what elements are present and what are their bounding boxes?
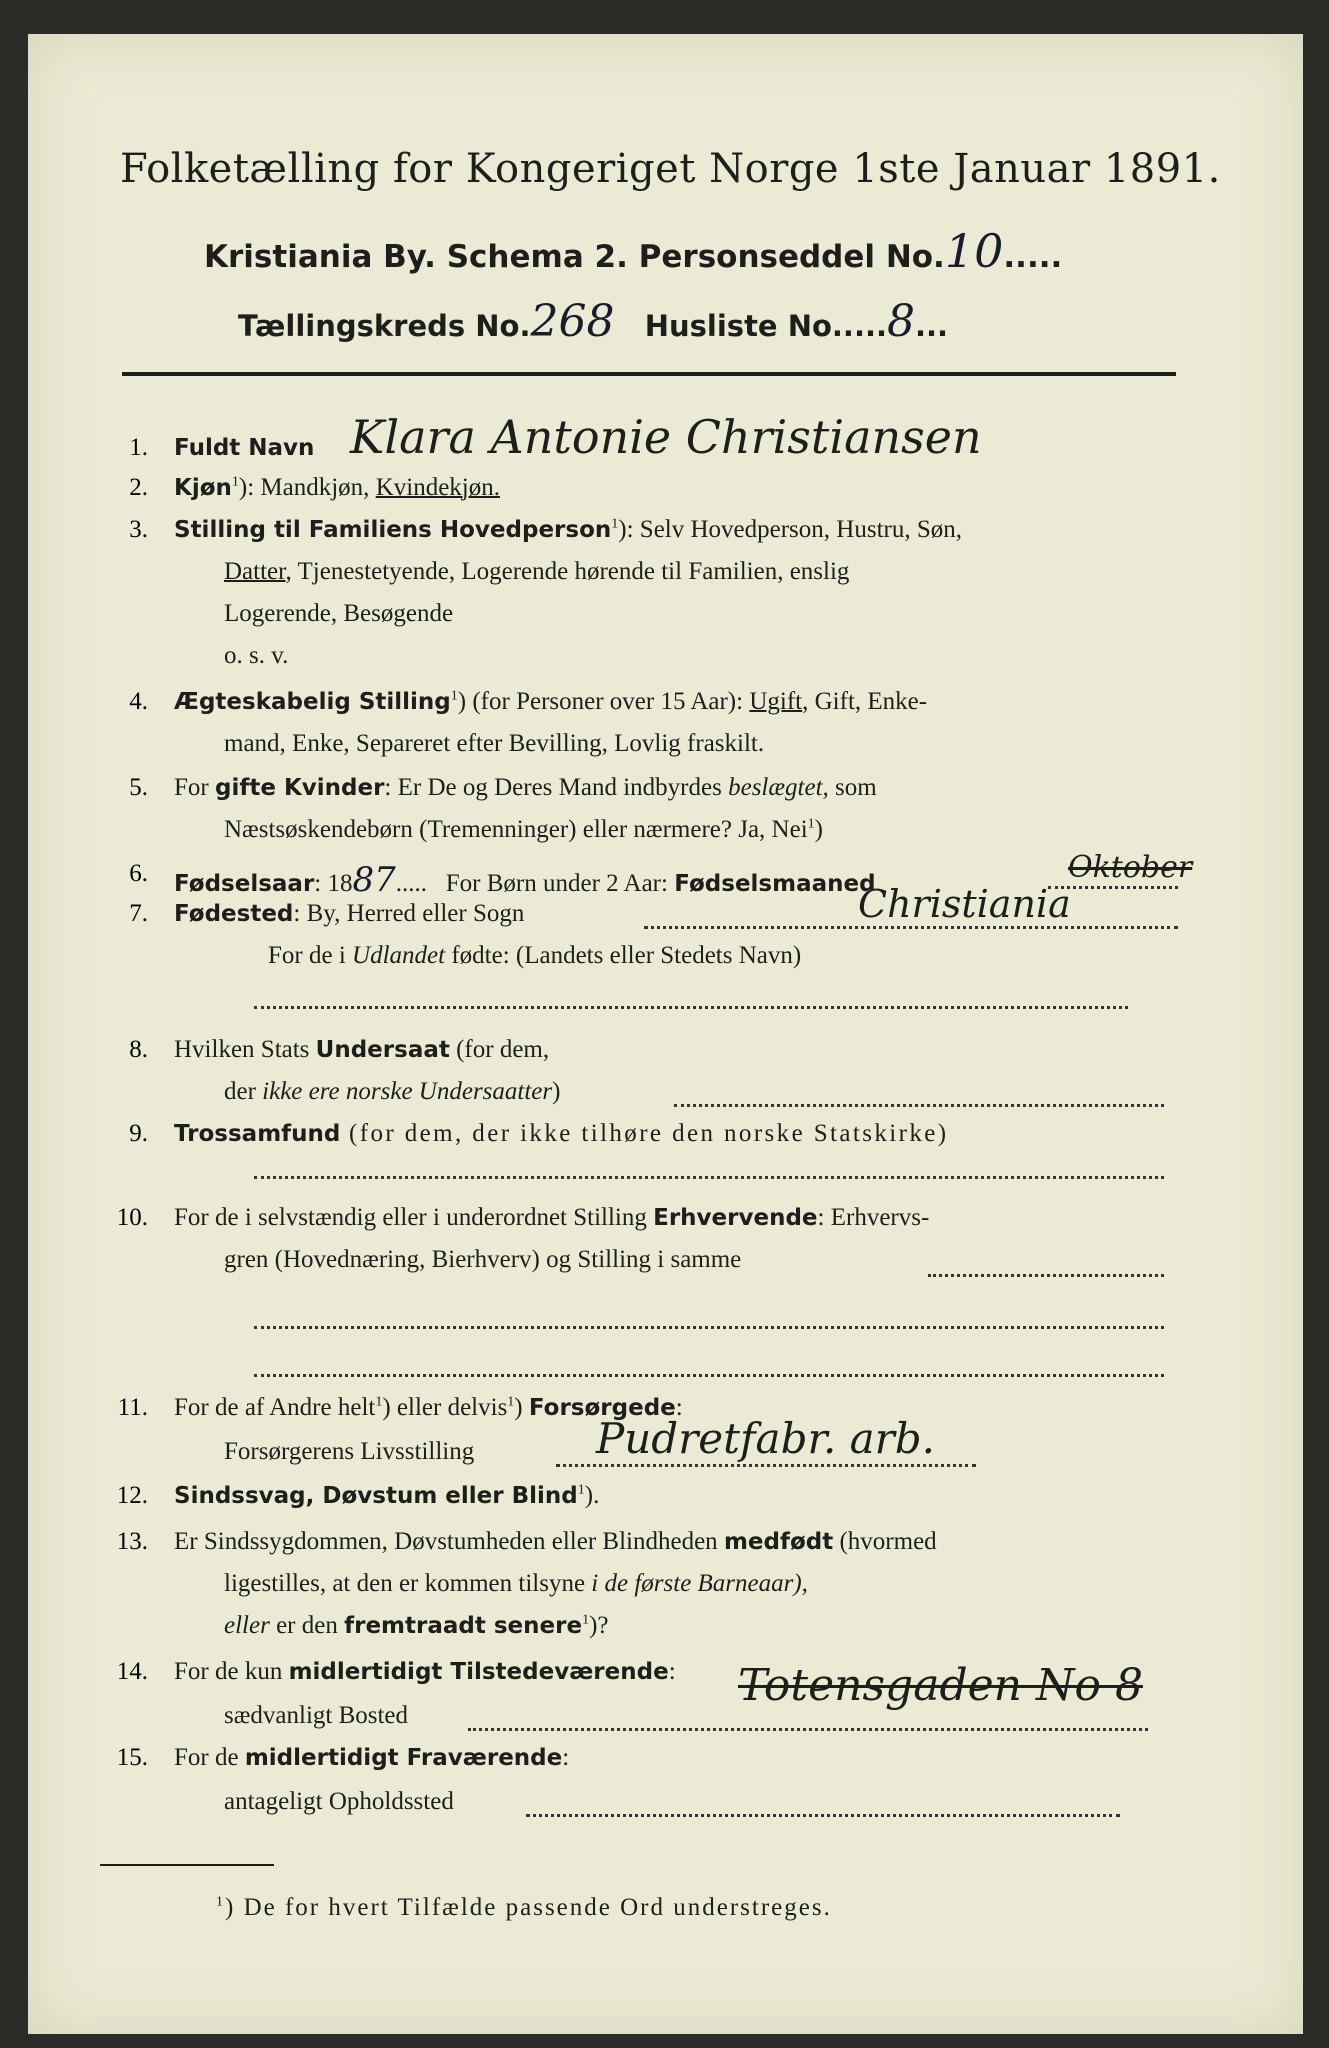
birth-year-value: 87 (352, 860, 396, 900)
sex-female-underlined: Kvindekjøn. (375, 474, 500, 501)
marital-text: ) (for Personer over 15 Aar): (457, 688, 750, 715)
field-5-line-1 (174, 774, 877, 802)
field-9-number: 9. (129, 1120, 148, 1147)
footnote-mark: 1 (582, 1612, 590, 1628)
field-13-line-3 (224, 1612, 609, 1640)
footnote-mark: 1 (611, 516, 619, 532)
field-10-line-1 (174, 1204, 929, 1232)
position-datter-underlined: Datter (224, 558, 286, 585)
subject-label: Undersaat (315, 1037, 450, 1063)
field-7-number: 7. (129, 900, 148, 927)
married-women-label: gifte Kvinder (214, 775, 385, 801)
field-11-number: 11. (117, 1394, 148, 1421)
field-7-line-2 (268, 942, 801, 970)
field-8-line-1 (174, 1036, 549, 1064)
supporter-dots (556, 1464, 976, 1467)
occupation-dots-3 (254, 1374, 1164, 1377)
congenital-label: medfødt (723, 1529, 834, 1555)
field-3-line-1 (174, 516, 962, 544)
usual-residence-value (738, 1660, 1143, 1711)
field-3-line-2 (224, 558, 849, 586)
text: Næstsøskendebørn (Tremenninger) eller nærmere? Ja, Nei (224, 816, 808, 843)
footnote-mark: 1 (807, 816, 815, 832)
full-name-label: Fuldt Navn (174, 435, 315, 461)
field-10-number: 10. (116, 1204, 148, 1231)
form-title: Folketælling for Kongeriget Norge 1ste Januar 1891. (120, 146, 1221, 192)
footnote-mark: 1 (577, 1482, 585, 1498)
dots: ... (915, 309, 949, 343)
birth-month-label: Fødselsmaaned (674, 871, 876, 897)
abroad-dots (254, 1006, 1128, 1009)
text: : 18 (314, 870, 353, 897)
text: ) (514, 1394, 529, 1421)
position-options-1: ): Selv Hovedperson, Hustru, Søn, (618, 516, 962, 543)
form-line-2 (204, 224, 1062, 278)
field-13-line-1 (174, 1528, 937, 1556)
text: For de i (268, 942, 353, 969)
footnote-rule (100, 1864, 274, 1866)
not-norwegian-italic: ikke ere norske Undersaatter (262, 1078, 553, 1105)
footnote-mark: 1 (216, 1894, 225, 1910)
dots: .... (842, 309, 887, 343)
field-1-label (174, 434, 314, 462)
field-4-line-2: mand, Enke, Separeret efter Bevilling, Lovlig fraskilt. (224, 730, 765, 757)
text: )? (589, 1612, 609, 1639)
text: ) (814, 816, 823, 843)
text: : (562, 1744, 570, 1771)
birthplace-label: Fødested (174, 901, 294, 927)
text: (for dem, (449, 1036, 550, 1063)
schema-label: Kristiania By. Schema 2. Personseddel No. (204, 239, 945, 275)
field-5-line-2 (224, 816, 823, 844)
usual-residence-text: Totensgaden No 8 (738, 1660, 1143, 1711)
residence-dots (468, 1728, 1148, 1731)
related-italic: beslægtet, (728, 774, 829, 801)
field-2-number: 2. (129, 474, 148, 501)
supporter-occupation-value: Pudretfabr. arb. (596, 1414, 935, 1463)
footnote-mark: 1 (375, 1394, 383, 1410)
text: : Er De og Deres Mand indbyrdes (384, 774, 729, 801)
marital-label: Ægteskabelig Stilling (174, 689, 451, 715)
occupation-dots-1 (928, 1274, 1164, 1277)
footnote-mark: 1 (507, 1394, 515, 1410)
text: : Erhvervs- (817, 1204, 930, 1231)
full-name-value: Klara Antonie Christiansen (350, 410, 982, 464)
text: ligestilles, at den er kommen tilsyne (224, 1570, 592, 1597)
text: For de (174, 1744, 245, 1771)
position-label: Stilling til Familiens Hovedperson (174, 517, 612, 543)
personseddel-number: 10 (944, 224, 1004, 278)
footnote (216, 1894, 832, 1922)
field-6-number: 6. (129, 860, 148, 887)
field-15-line-1 (174, 1744, 569, 1772)
text: fødte: (Landets eller Stedets Navn) (445, 942, 802, 969)
footnote-text: ) De for hvert Tilfælde passende Ord understreges. (225, 1894, 832, 1921)
field-3-number: 3. (129, 516, 148, 543)
husliste-label: Husliste No. (644, 309, 843, 343)
eller-italic: eller (224, 1612, 270, 1639)
text: (for dem, der ikke tilhøre den norske Statskirke) (340, 1120, 949, 1147)
text: Hvilken Stats (174, 1036, 316, 1063)
abroad-italic: Udlandet (352, 942, 446, 969)
occupation-dots-2 (254, 1326, 1164, 1329)
field-15-number: 15. (116, 1744, 148, 1771)
header-rule (122, 372, 1176, 376)
text: der (224, 1078, 263, 1105)
whereabouts-dots (526, 1814, 1120, 1817)
taellingskreds-label: Tællingskreds No. (238, 309, 531, 343)
text: Er Sindssygdommen, Døvstumheden eller Blindheden (174, 1528, 724, 1555)
field-3-line-4: o. s. v. (224, 642, 289, 669)
field-9-text (174, 1120, 948, 1148)
field-14-line-1 (174, 1658, 676, 1686)
text: (hvormed (833, 1528, 937, 1555)
taellingskreds-number: 268 (530, 296, 615, 347)
field-14-number: 14. (116, 1658, 148, 1685)
birthplace-value: Christiania (858, 882, 1071, 926)
field-12-text (174, 1482, 599, 1510)
field-14-line-2: sædvanligt Bosted (224, 1702, 409, 1729)
footnote-mark: 1 (231, 474, 239, 490)
supported-label: Forsørgede (528, 1395, 676, 1421)
field-10-line-2: gren (Hovednæring, Bierhverv) og Stilling i samme (224, 1246, 742, 1273)
husliste-number: 8 (887, 296, 915, 347)
text: : (668, 1658, 676, 1685)
text: For de af Andre helt (174, 1394, 376, 1421)
birth-year-label: Fødselsaar (174, 871, 315, 897)
field-8-number: 8. (129, 1036, 148, 1063)
occupation-label: Erhvervende (653, 1205, 818, 1231)
text: er den (269, 1612, 345, 1639)
later-onset-label: fremtraadt senere (344, 1613, 583, 1639)
text: For de i selvstændig eller i underordnet Stilling (174, 1204, 654, 1231)
field-12-number: 12. (116, 1482, 148, 1509)
religion-dots (254, 1176, 1164, 1179)
text: : (675, 1394, 683, 1421)
field-13-line-2 (224, 1570, 808, 1598)
sex-label: Kjøn (174, 475, 232, 501)
census-form (28, 34, 1303, 2034)
footnote-mark: 1 (450, 688, 458, 704)
marital-text: , Gift, Enke- (802, 688, 928, 715)
dots: ..... (1003, 239, 1063, 275)
birth-month-value: Oktober (1068, 850, 1193, 885)
religion-label: Trossamfund (174, 1121, 341, 1147)
text: : By, Herred eller Sogn (293, 900, 525, 927)
childhood-italic: i de første Barneaar), (591, 1570, 808, 1597)
text: For de kun (174, 1658, 289, 1685)
field-6-text (174, 860, 876, 900)
field-15-line-2: antageligt Opholdssted (224, 1788, 454, 1815)
birthplace-dots (644, 926, 1178, 929)
disability-label: Sindssvag, Døvstum eller Blind (174, 1483, 578, 1509)
field-7-line-1 (174, 900, 524, 928)
subject-dots (674, 1104, 1164, 1107)
text: For (174, 774, 215, 801)
temporary-present-label: midlertidigt Tilstedeværende (288, 1659, 669, 1685)
text: som (828, 774, 877, 801)
birth-month-struck (1068, 850, 1192, 885)
text: ). (584, 1482, 600, 1509)
position-options-2: , Tjenestetyende, Logerende hørende til Familien, enslig (285, 558, 850, 585)
field-8-line-2 (224, 1078, 560, 1106)
field-3-line-3: Logerende, Besøgende (224, 600, 454, 627)
sex-male: ): Mandkjøn, (238, 474, 376, 501)
field-13-number: 13. (116, 1528, 148, 1555)
field-2-text (174, 474, 500, 502)
dots: ..... (395, 870, 446, 897)
text: ) eller delvis (382, 1394, 508, 1421)
text: ) (552, 1078, 561, 1105)
field-1-number: 1. (129, 434, 148, 461)
temporary-absent-label: midlertidigt Fraværende (244, 1745, 563, 1771)
form-line-3 (238, 296, 948, 347)
spacer (614, 309, 644, 343)
field-4-number: 4. (129, 688, 148, 715)
field-5-number: 5. (129, 774, 148, 801)
marital-ugift-underlined: Ugift (749, 688, 803, 715)
text: For Børn under 2 Aar: (445, 870, 675, 897)
field-11-line-2: Forsørgerens Livsstilling (224, 1438, 475, 1465)
field-4-line-1 (174, 688, 927, 716)
